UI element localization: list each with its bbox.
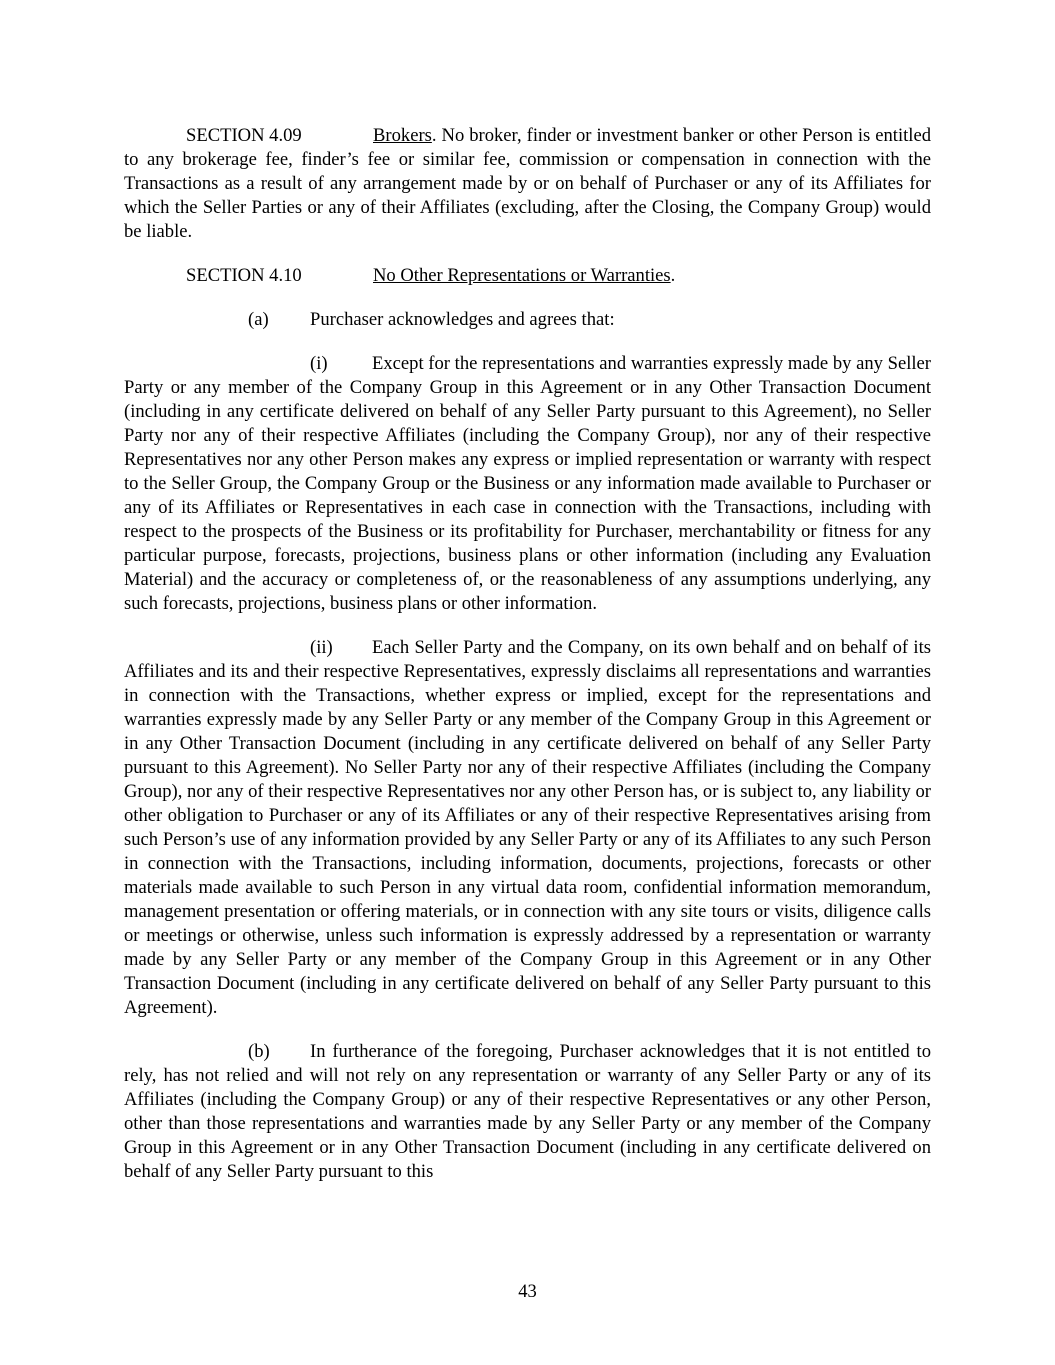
paragraph-label: (a) [248,309,269,330]
paragraph-a [124,308,931,332]
paragraph-text: In furtherance of the foregoing, Purchaser acknowledges that it is not entitled to rely, has not relied and will not rely on any representation or warranty of any Seller Party or any of its Affiliates (including the Company Group) or any of their respective Representatives or any other Person, other than those representations and warranties made by any Seller Party or any member of the Company Group in this Agreement or in any Other Transaction Document (including in any certificate delivered on behalf of any Seller Party pursuant to this [124,1041,931,1182]
clause-text: Except for the representations and warranties expressly made by any Seller Party or any member of the Company Group in this Agreement or in any Other Transaction Document (including in any certificate delivered on behalf of any Seller Party pursuant to this Agreement), no Seller Party nor any of their respective Affiliates (including the Company Group), nor any of their respective Representatives nor any other Person makes any express or implied representation or warranty with respect to the Seller Group, the Company Group or the Business or any information made available to Purchaser or any of its Affiliates or Representatives in each case in connection with the Transactions, including with respect to the prospects of the Business or its profitability for Purchaser, merchantability or fitness for any particular purpose, forecasts, projections, business plans or other information (including any Evaluation Material) and the accuracy or completeness of, or the reasonableness of any assumptions underlying, any such forecasts, projections, business plans or other information. [124,353,931,614]
section-number: SECTION 4.09 [186,125,302,146]
clause-label: (i) [310,353,328,374]
section-body: No broker, finder or investment banker or other Person is entitled to any brokerage fee, finder’s fee or similar fee, commission or compensation in connection with the Transactions as a result of any arrangement made by or on behalf of Purchaser or any of its Affiliates for which the Seller Parties or any of their Affiliates (excluding, after the Closing, the Company Group) would be liable. [124,125,931,242]
section-heading: No Other Representations or Warranties [373,265,671,286]
section-4-10 [124,264,931,288]
clause-i [124,352,931,616]
paragraph-b [124,1040,931,1184]
clause-text: Each Seller Party and the Company, on its own behalf and on behalf of its Affiliates and its and their respective Representatives, expressly disclaims all representations and warranties in connection with the Transactions, whether express or implied, except for the representations and warranties expressly made by any Seller Party or any member of the Company Group in this Agreement or in any Other Transaction Document (including in any certificate delivered on behalf of any Seller Party pursuant to this Agreement). No Seller Party nor any of their respective Affiliates (including the Company Group), nor any of their respective Representatives nor any other Person has, or is subject to, any liability or other obligation to Purchaser or any of its Affiliates or any of their respective Representatives arising from such Person’s use of any information provided by any Seller Party or any of its Affiliates to any such Person in connection with the Transactions, including information, documents, projections, forecasts or other materials made available to such Person in any virtual data room, confidential information memorandum, management presentation or offering materials, or in connection with any site tours or visits, diligence calls or meetings or otherwise, unless such information is expressly addressed by a representation or warranty made by any Seller Party or any member of the Company Group in this Agreement or in any Other Transaction Document (including in any certificate delivered on behalf of any Seller Party pursuant to this Agreement). [124,637,931,1018]
heading-punctuation: . [431,125,437,146]
page-number: 43 [518,1281,537,1302]
paragraph-text: Purchaser acknowledges and agrees that: [310,309,615,330]
clause-label: (ii) [310,637,333,658]
section-4-09 [124,124,931,244]
clause-ii [124,636,931,1020]
section-heading: Brokers [373,125,432,146]
section-number: SECTION 4.10 [186,265,302,286]
heading-punctuation: . [670,265,676,286]
document-page [124,124,931,1184]
paragraph-label: (b) [248,1041,270,1062]
